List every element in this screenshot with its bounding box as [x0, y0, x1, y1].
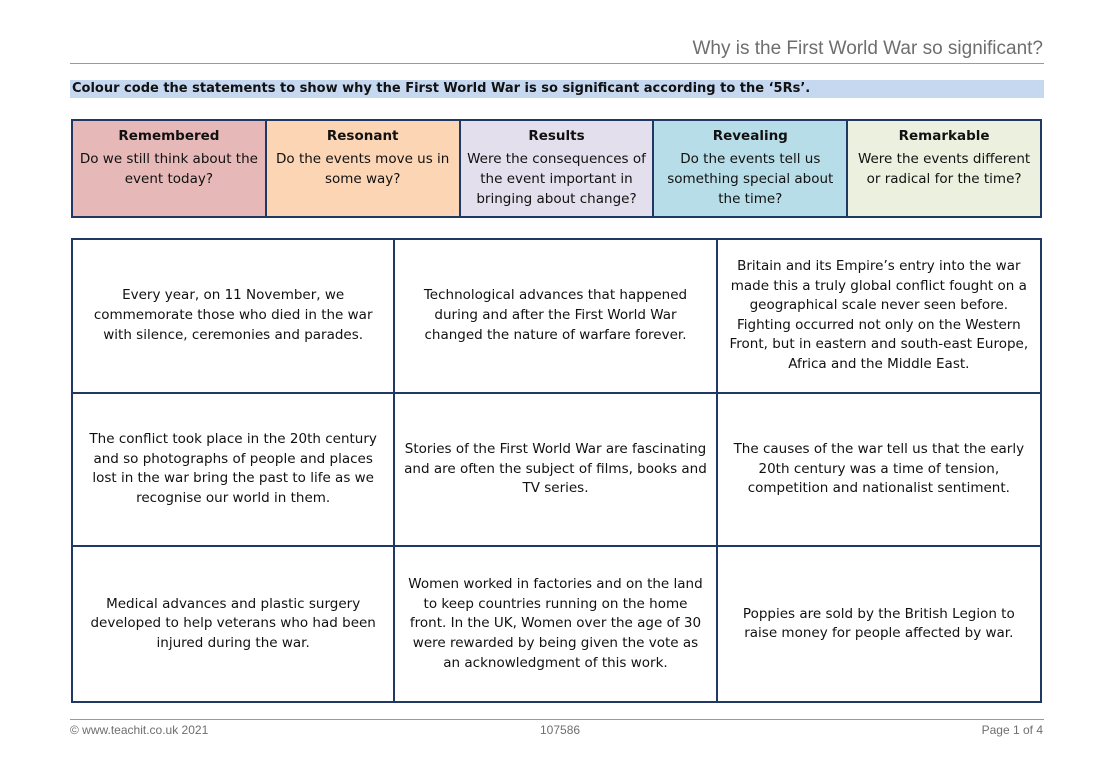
header-divider	[70, 63, 1044, 64]
footer-page-number: Page 1 of 4	[981, 723, 1043, 737]
r-title: Revealing	[712, 128, 788, 144]
statement-card: Poppies are sold by the British Legion to raise money for people affected by war.	[742, 605, 1015, 642]
r-title: Remarkable	[898, 128, 990, 144]
page-title: Why is the First World War so significant?	[692, 38, 1043, 59]
statement-card: Women worked in factories and on the land to keep countries running on the home front. In the UK, Women over the age of 30 were rewarded by being given the vote as an acknowledgment of this work.	[395, 547, 717, 701]
statements-grid	[71, 238, 1042, 703]
r-cell-remarkable	[848, 121, 1040, 216]
instruction-banner: Colour code the statements to show why the First World War is so significant according to the ‘5Rs’.	[70, 80, 1044, 98]
statement-card: Britain and its Empire’s entry into the war made this a truly global conflict fought on a geographical scale never seen before. Fighting occurred not only on the Western Front, but in eastern and south-east Europe, Africa and the Middle East.	[718, 240, 1040, 394]
five-rs-table	[71, 119, 1042, 218]
r-cell-revealing	[654, 121, 848, 216]
statement-card: The causes of the war tell us that the early 20th century was a time of tension, competition and nationalist sentiment.	[718, 394, 1040, 548]
statement-card: Stories of the First World War are fascinating and are often the subject of films, books and TV series.	[395, 394, 717, 548]
statement-card: Technological advances that happened during and after the First World War changed the nature of warfare forever.	[395, 240, 717, 394]
statement-card: The conflict took place in the 20th century and so photographs of people and places lost in the war bring the past to life as we recognise our world in them.	[73, 394, 395, 548]
r-question: Do the events move us in some way?	[276, 151, 450, 187]
r-question: Do the events tell us something special about the time?	[667, 151, 834, 207]
r-title: Remembered	[118, 128, 220, 144]
r-cell-results	[461, 121, 655, 216]
r-question: Were the consequences of the event important in bringing about change?	[467, 151, 646, 207]
footer-divider	[70, 719, 1044, 720]
r-question: Were the events different or radical for the time?	[857, 151, 1031, 187]
footer-resource-code: 107586	[540, 723, 581, 737]
r-cell-resonant	[267, 121, 461, 216]
footer-copyright: © www.teachit.co.uk 2021	[70, 723, 209, 737]
statement-card: Medical advances and plastic surgery developed to help veterans who had been injured during the war.	[73, 547, 395, 701]
r-title: Results	[528, 128, 585, 144]
statement-card: Every year, on 11 November, we commemorate those who died in the war with silence, ceremonies and parades.	[73, 240, 395, 394]
r-question: Do we still think about the event today?	[79, 151, 258, 187]
r-cell-remembered	[73, 121, 267, 216]
r-title: Resonant	[326, 128, 399, 144]
